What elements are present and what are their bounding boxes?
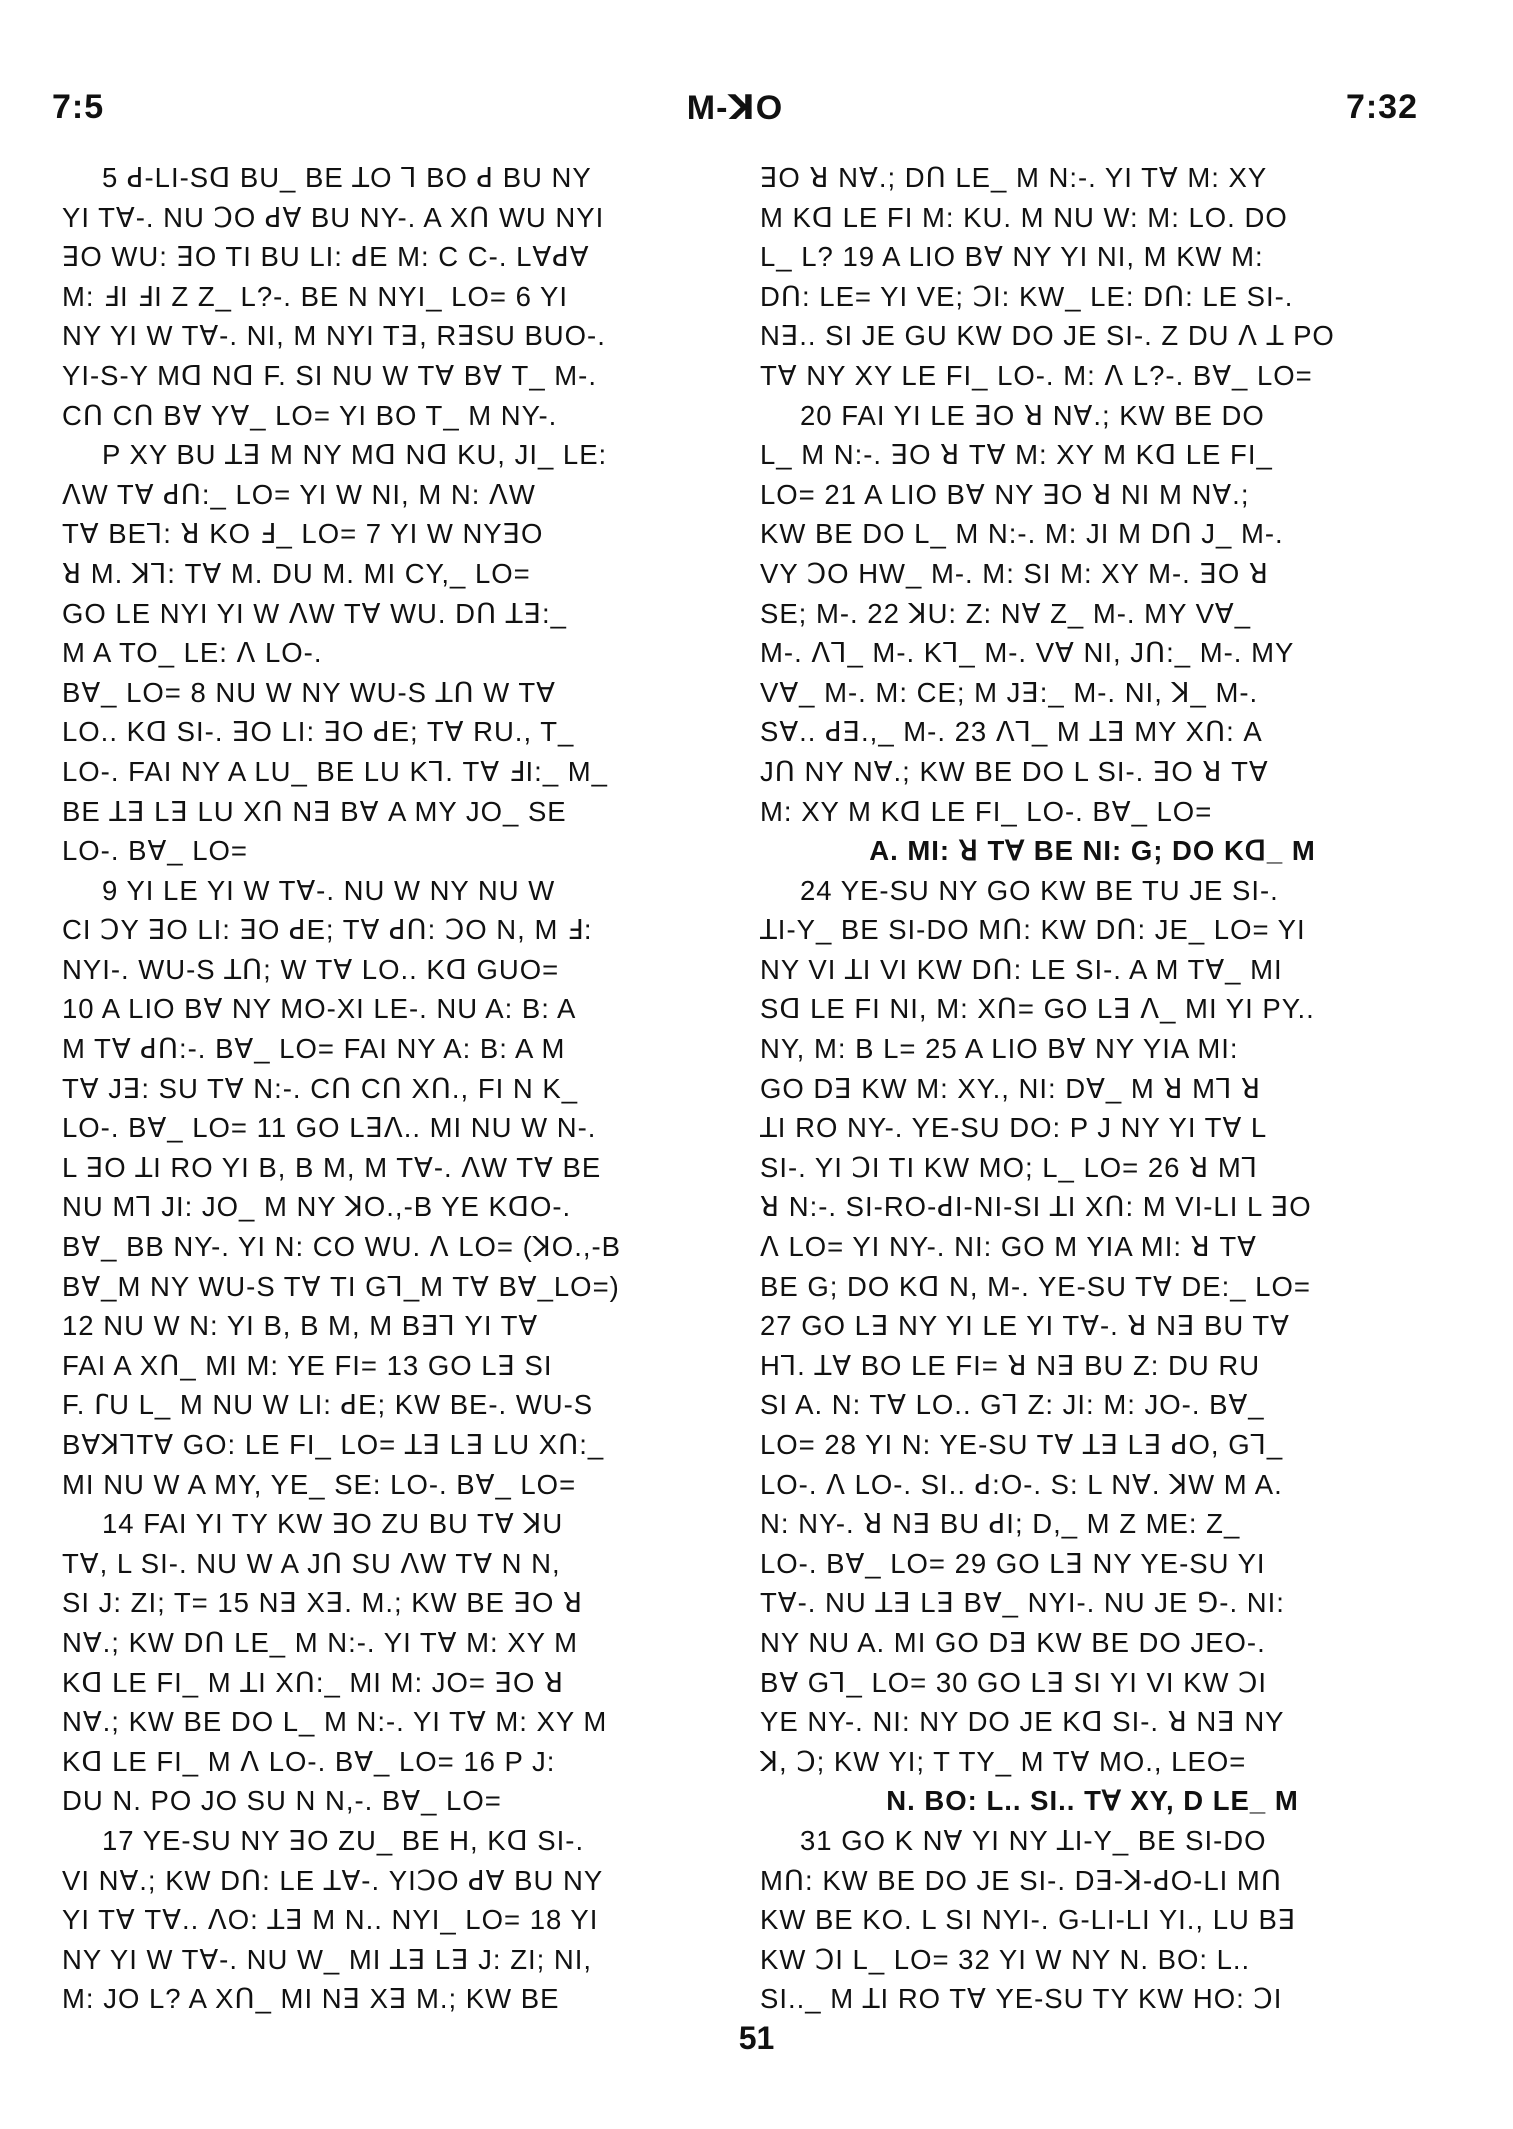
text-line: VI Nꓯ.; KW Dꓵ: LE ꓕꓯ-. YIꓛO ꓒꓯ BU NY <box>62 1864 604 1896</box>
text-line: Mꓵ: KW BE DO JE SI-. Dꓱ-ꓘ-ꓒO-LI Mꓵ <box>760 1864 1282 1896</box>
text-line: YI Tꓯ-. NU ꓛO ꓒꓯ BU NY-. A Xꓵ WU NYI <box>62 201 605 233</box>
text-line: BE ꓕꓱ Lꓱ LU Xꓵ Nꓱ Bꓯ A MY JO_ SE <box>62 795 567 827</box>
header-book-title: M-ꓘO <box>686 89 784 127</box>
text-line: ꓕI-Y_ BE SI-DO Mꓵ: KW Dꓵ: JE_ LO= YI <box>760 914 1306 946</box>
text-line: F. ꓩU L_ M NU W LI: ꓒE; KW BE-. WU-S <box>62 1389 594 1421</box>
text-line: ꓥ LO= YI NY-. NI: GO M YIA MI: ꓤ Tꓯ <box>760 1231 1257 1263</box>
text-line: M Kꓷ LE FI M: KU. M NU W: M: LO. DO <box>760 201 1288 233</box>
text-line: FAI A Xꓵ_ MI M: YE FI= 13 GO Lꓱ SI <box>62 1349 553 1381</box>
text-line: YI-S-Y Mꓷ Nꓷ F. SI NU W Tꓯ Bꓯ T_ M-. <box>62 359 597 391</box>
text-line: NY, M: B L= 25 A LIO Bꓯ NY YIA MI: <box>760 1033 1239 1065</box>
text-line: LO-. Bꓯ_ LO= <box>62 835 248 867</box>
text-line: L ꓱO ꓕI RO YI B, B M, M Tꓯ-. ꓥW Tꓯ BE <box>62 1151 602 1183</box>
text-line: M: JO L? A Xꓵ_ MI Nꓱ Xꓱ M.; KW BE <box>62 1983 560 2015</box>
text-line: 20 FAI YI LE ꓱO ꓤ Nꓯ.; KW BE DO <box>800 399 1265 431</box>
text-line: LO-. FAI NY A LU_ BE LU Kꓶ. Tꓯ ꓞI:_ M_ <box>62 755 608 787</box>
text-line: 12 NU W N: YI B, B M, M Bꓱꓶ YI Tꓯ <box>62 1310 539 1342</box>
text-line: GO Dꓱ KW M: XY., NI: Dꓯ_ M ꓤ Mꓶ ꓤ <box>760 1072 1262 1104</box>
text-line: LO= 21 A LIO Bꓯ NY ꓱO ꓤ NI M Nꓯ.; <box>760 478 1250 510</box>
text-line: 17 YE-SU NY ꓱO ZU_ BE H, Kꓷ SI-. <box>102 1824 585 1856</box>
section-heading: N. BO: L.. SI.. Tꓯ XY, D LE_ M <box>886 1785 1299 1817</box>
text-line: NY YI W Tꓯ-. NU W_ MI ꓕꓱ Lꓱ J: ZI; NI, <box>62 1943 593 1975</box>
text-line: MI NU W A MY, YE_ SE: LO-. Bꓯ_ LO= <box>62 1468 577 1500</box>
text-line: ꓱO ꓤ Nꓯ.; Dꓵ LE_ M N:-. YI Tꓯ M: XY <box>760 162 1268 193</box>
text-line: Sꓷ LE FI NI, M: Xꓵ= GO Lꓱ ꓥ_ MI YI PY.. <box>760 993 1315 1025</box>
header-chapter-verse-start: 7:5 <box>52 88 105 126</box>
text-line: 10 A LIO Bꓯ NY MO-XI LE-. NU A: B: A <box>62 993 577 1025</box>
text-line: LO= 28 YI N: YE-SU Tꓯ ꓕꓱ Lꓱ ꓒO, Gꓶ_ <box>760 1429 1284 1460</box>
text-line: Nꓱ.. SI JE GU KW DO JE SI-. Z DU ꓥ ꓕ PO <box>760 320 1335 352</box>
text-line: M: XY M Kꓷ LE FI_ LO-. Bꓯ_ LO= <box>760 795 1213 827</box>
text-line: Tꓯ NY XY LE FI_ LO-. M: ꓥ L?-. Bꓯ_ LO= <box>760 359 1313 391</box>
text-line: SI.._ M ꓕI RO Tꓯ YE-SU TY KW HO: ꓛI <box>760 1983 1283 2015</box>
text-line: SI A. N: Tꓯ LO.. Gꓶ Z: JI: M: JO-. Bꓯ_ <box>760 1389 1265 1421</box>
text-line: CI ꓛY ꓱO LI: ꓱO ꓒE; Tꓯ ꓒꓵ: ꓛO N, M ꓞ: <box>62 914 593 946</box>
text-line: LO-. Bꓯ_ LO= 11 GO Lꓱꓥ.. MI NU W N-. <box>62 1112 597 1144</box>
text-line: ꓘ, ꓛ; KW YI; T TY_ M Tꓯ MO., LEO= <box>760 1745 1247 1777</box>
text-line: Bꓯ_ BB NY-. YI N: CO WU. ꓥ LO= (ꓘO.,-B <box>62 1231 621 1263</box>
text-line: Nꓯ.; KW Dꓵ LE_ M N:-. YI Tꓯ M: XY M <box>62 1626 579 1658</box>
text-line: KW BE KO. L SI NYI-. G-LI-LI YI., LU Bꓱ <box>760 1904 1297 1936</box>
text-line: DU N. PO JO SU N N,-. Bꓯ_ LO= <box>62 1785 502 1817</box>
text-line: LO.. Kꓷ SI-. ꓱO LI: ꓱO ꓒE; Tꓯ RU., T_ <box>62 716 575 748</box>
text-line: KW BE DO L_ M N:-. M: JI M Dꓵ J_ M-. <box>760 518 1284 550</box>
text-line: Tꓯ BEꓶ: ꓤ KO ꓞ_ LO= 7 YI W NYꓱO <box>62 518 544 550</box>
text-line: Bꓯ_M NY WU-S Tꓯ TI Gꓶ_M Tꓯ Bꓯ_LO=) <box>62 1270 620 1302</box>
text-line: NY YI W Tꓯ-. NI, M NYI Tꓱ, RꓱSU BUO-. <box>62 320 606 352</box>
text-line: NY VI ꓕI VI KW Dꓵ: LE SI-. A M Tꓯ_ MI <box>760 953 1283 985</box>
text-line: ꓥW Tꓯ ꓒꓵ:_ LO= YI W NI, M N: ꓥW <box>62 478 536 510</box>
text-line: Sꓯ.. ꓒꓱ.,_ M-. 23 ꓥꓶ_ M ꓕꓱ MY Xꓵ: A <box>760 716 1263 748</box>
text-line: NY NU A. MI GO Dꓱ KW BE DO JEO-. <box>760 1626 1266 1658</box>
text-line: Dꓵ: LE= YI VE; ꓛI: KW_ LE: Dꓵ: LE SI-. <box>760 280 1294 312</box>
text-line: N: NY-. ꓤ Nꓱ BU ꓒI; D,_ M Z ME: Z_ <box>760 1508 1241 1540</box>
text-line: NU Mꓶ JI: JO_ M NY ꓘO.,-B YE KꓷO-. <box>62 1191 572 1223</box>
text-line: NYI-. WU-S ꓕꓵ; W Tꓯ LO.. Kꓷ GUO= <box>62 953 560 985</box>
text-column-right <box>760 158 1425 2019</box>
text-line: Kꓷ LE FI_ M ꓥ LO-. Bꓯ_ LO= 16 P J: <box>62 1745 556 1777</box>
text-column-left <box>62 158 712 2019</box>
text-line: ꓤ N:-. SI-RO-ꓒI-NI-SI ꓕI Xꓵ: M VI-LI L ꓱO <box>760 1191 1312 1223</box>
text-line: Vꓯ_ M-. M: CE; M Jꓱ:_ M-. NI, ꓘ_ M-. <box>760 676 1259 708</box>
header-chapter-verse-end: 7:32 <box>1345 88 1418 126</box>
text-line: BꓯꓘꓶTꓯ GO: LE FI_ LO= ꓕꓱ Lꓱ LU Xꓵ:_ <box>62 1429 605 1460</box>
text-line: Cꓵ Cꓵ Bꓯ Yꓯ_ LO= YI BO T_ M NY-. <box>62 399 558 431</box>
text-line: SI J: ZI; T= 15 Nꓱ Xꓱ. M.; KW BE ꓱO ꓤ <box>62 1587 584 1619</box>
text-line: YI Tꓯ Tꓯ.. ꓥO: ꓕꓱ M N.. NYI_ LO= 18 YI <box>62 1904 599 1936</box>
text-line: ꓱO WU: ꓱO TI BU LI: ꓒE M: C C-. Lꓯꓒꓯ <box>62 241 590 273</box>
text-line: Nꓯ.; KW BE DO L_ M N:-. YI Tꓯ M: XY M <box>62 1706 608 1738</box>
text-line: Jꓵ NY Nꓯ.; KW BE DO L SI-. ꓱO ꓤ Tꓯ <box>760 755 1269 787</box>
text-line: 9 YI LE YI W Tꓯ-. NU W NY NU W <box>102 874 556 906</box>
text-line: BE G; DO Kꓷ N, M-. YE-SU Tꓯ DE:_ LO= <box>760 1270 1311 1302</box>
text-line: Tꓯ-. NU ꓕꓱ Lꓱ Bꓯ_ NYI-. NU JE ꓨ-. NI: <box>760 1587 1285 1619</box>
text-line: LO-. Bꓯ_ LO= 29 GO Lꓱ NY YE-SU YI <box>760 1547 1266 1579</box>
text-line: M: ꓞI ꓞI Z Z_ L?-. BE N NYI_ LO= 6 YI <box>62 280 568 312</box>
text-line: ꓕI RO NY-. YE-SU DO: P J NY YI Tꓯ L <box>760 1112 1268 1144</box>
text-line: 24 YE-SU NY GO KW BE TU JE SI-. <box>800 874 1279 906</box>
running-header <box>52 88 1418 128</box>
text-line: 5 ꓒ-LI-Sꓷ BU_ BE ꓕO ꓶ BO ꓒ BU NY <box>102 162 592 193</box>
text-line: M-. ꓥꓶ_ M-. Kꓶ_ M-. Vꓯ NI, Jꓵ:_ M-. MY <box>760 637 1295 669</box>
text-line: GO LE NYI YI W ꓥW Tꓯ WU. Dꓵ ꓕꓱ:_ <box>62 597 567 629</box>
text-line: Bꓯ_ LO= 8 NU W NY WU-S ꓕꓵ W Tꓯ <box>62 676 556 708</box>
text-line: Tꓯ, L SI-. NU W A Jꓵ SU ꓥW Tꓯ N N, <box>62 1547 561 1579</box>
text-line: KW ꓛI L_ LO= 32 YI W NY N. BO: L.. <box>760 1943 1251 1975</box>
text-line: Bꓯ Gꓶ_ LO= 30 GO Lꓱ SI YI VI KW ꓛI <box>760 1666 1268 1698</box>
text-line: VY ꓛO HW_ M-. M: SI M: XY M-. ꓱO ꓤ <box>760 557 1269 589</box>
text-line: 27 GO Lꓱ NY YI LE YI Tꓯ-. ꓤ Nꓱ BU Tꓯ <box>760 1310 1290 1342</box>
page-number: 51 <box>738 2020 775 2056</box>
text-line: YE NY-. NI: NY DO JE Kꓷ SI-. ꓤ Nꓱ NY <box>760 1706 1285 1738</box>
text-line: L_ L? 19 A LIO Bꓯ NY YI NI, M KW M: <box>760 241 1264 273</box>
text-line: SE; M-. 22 ꓘU: Z: Nꓯ Z_ M-. MY Vꓯ_ <box>760 597 1252 629</box>
text-line: 14 FAI YI TY KW ꓱO ZU BU Tꓯ ꓘU <box>102 1508 564 1540</box>
text-line: M Tꓯ ꓒꓵ:-. Bꓯ_ LO= FAI NY A: B: A M <box>62 1033 566 1065</box>
text-line: LO-. ꓥ LO-. SI.. ꓒ:O-. S: L Nꓯ. ꓘW M A. <box>760 1468 1283 1500</box>
text-line: P XY BU ꓕꓱ M NY Mꓷ Nꓷ KU, JI_ LE: <box>102 439 608 471</box>
text-line: M A TO_ LE: ꓥ LO-. <box>62 637 323 669</box>
text-line: 31 GO K Nꓯ YI NY ꓕI-Y_ BE SI-DO <box>800 1824 1267 1856</box>
text-line: Hꓶ. ꓕꓯ BO LE FI= ꓤ Nꓱ BU Z: DU RU <box>760 1349 1261 1381</box>
text-line: Tꓯ Jꓱ: SU Tꓯ N:-. Cꓵ Cꓵ Xꓵ., FI N K_ <box>62 1072 579 1104</box>
text-line: L_ M N:-. ꓱO ꓤ Tꓯ M: XY M Kꓷ LE FI_ <box>760 439 1273 471</box>
text-line: ꓤ M. ꓘꓶ: Tꓯ M. DU M. MI CY,_ LO= <box>62 557 531 589</box>
section-heading: A. MI: ꓤ Tꓯ BE NI: G; DO Kꓷ_ M <box>869 835 1316 867</box>
text-line: SI-. YI ꓛI TI KW MO; L_ LO= 26 ꓤ Mꓶ <box>760 1151 1259 1183</box>
text-line: Kꓷ LE FI_ M ꓕI Xꓵ:_ MI M: JO= ꓱO ꓤ <box>62 1666 565 1698</box>
